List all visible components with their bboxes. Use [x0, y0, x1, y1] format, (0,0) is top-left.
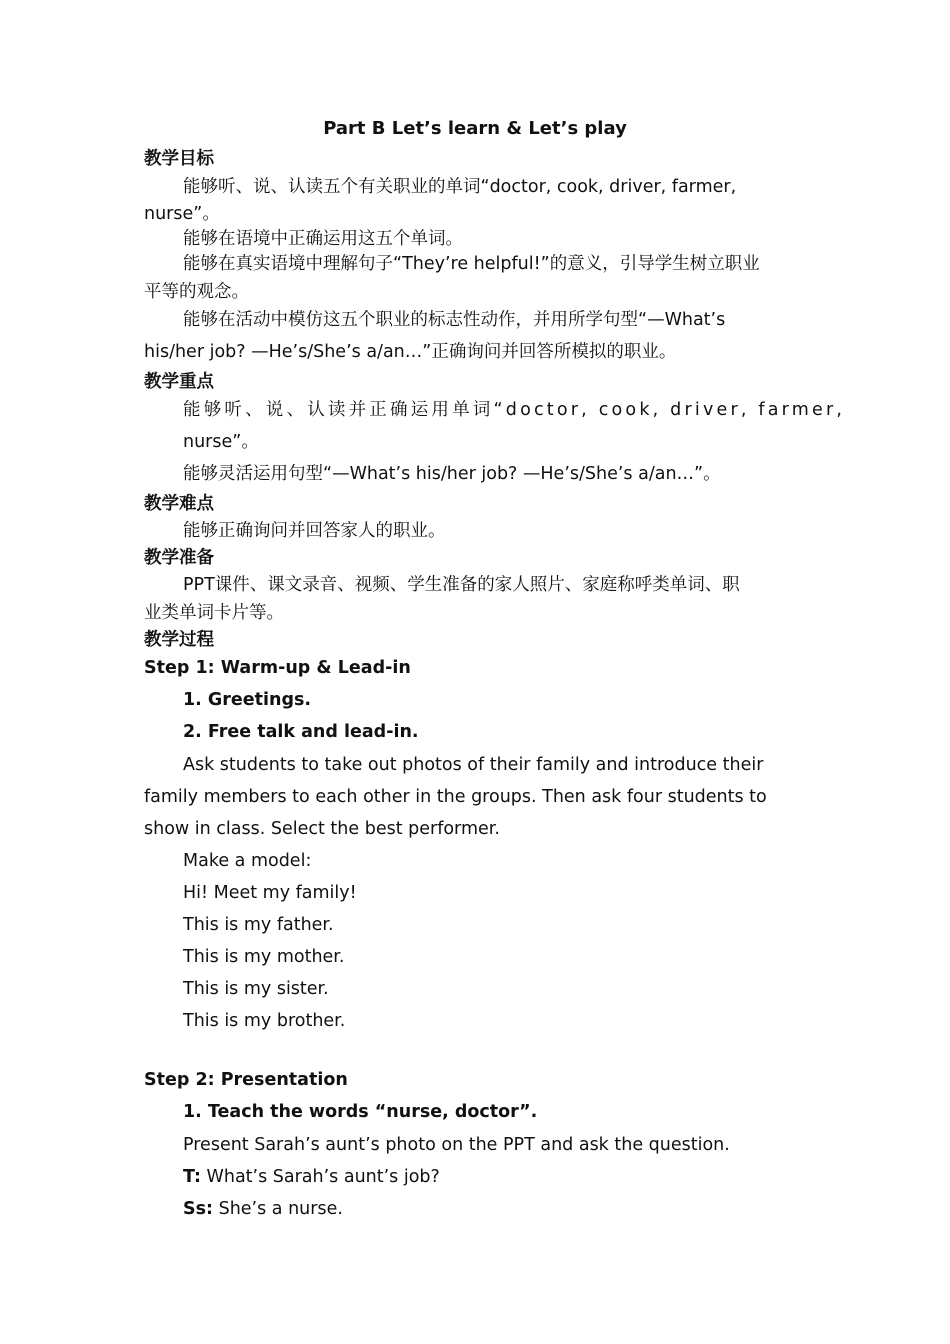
teacher-label: T: [183, 1167, 201, 1187]
step2-sub1: 1. Teach the words “nurse, doctor”. [183, 1102, 538, 1122]
objective-line-7: his/her job? —He’s/She’s a/an…”正确询问并回答所模拟的职业。 [144, 342, 677, 362]
model-line-6: This is my brother. [183, 1011, 346, 1031]
objective-line-3: 能够在语境中正确运用这五个单词。 [183, 229, 463, 249]
step2-para: Present Sarah’s aunt’s photo on the PPT and ask the question. [183, 1135, 730, 1155]
objectives-heading: 教学目标 [144, 149, 214, 169]
objective-line-4: 能够在真实语境中理解句子“They’re helpful!”的意义，引导学生树立职业 [183, 254, 760, 274]
teacher-text: What’s Sarah’s aunt’s job? [200, 1167, 440, 1187]
difficulty-line-1: 能够正确询问并回答家人的职业。 [183, 521, 446, 541]
objective-line-1: 能够听、说、认读五个有关职业的单词“doctor, cook, driver, farmer, [183, 177, 737, 197]
objective-line-2: nurse”。 [144, 204, 220, 224]
process-heading: 教学过程 [144, 630, 214, 650]
difficulties-heading: 教学难点 [144, 494, 214, 514]
step1-para-line-2: family members to each other in the groups. Then ask four students to [144, 787, 767, 807]
objective-line-5: 平等的观念。 [144, 282, 249, 302]
students-line [183, 1197, 806, 1221]
model-line-1: Make a model: [183, 851, 312, 871]
key-point-line-3: 能够灵活运用句型“—What’s his/her job? —He’s/She’s a/an…”。 [183, 464, 721, 484]
model-line-3: This is my father. [183, 915, 334, 935]
teacher-line [183, 1165, 806, 1189]
key-point-line-2: nurse”。 [183, 432, 259, 452]
model-line-2: Hi! Meet my family! [183, 883, 357, 903]
preparation-line-2: 业类单词卡片等。 [144, 603, 284, 623]
preparation-heading: 教学准备 [144, 548, 214, 568]
step1-para-line-3: show in class. Select the best performer. [144, 819, 500, 839]
objective-line-6: 能够在活动中模仿这五个职业的标志性动作，并用所学句型“—What’s [183, 310, 726, 330]
key-points-heading: 教学重点 [144, 372, 214, 392]
document-title: Part B Let’s learn & Let’s play [323, 118, 627, 139]
step2-title: Step 2: Presentation [144, 1070, 348, 1090]
model-line-4: This is my mother. [183, 947, 345, 967]
students-label: Ss: [183, 1199, 214, 1219]
preparation-line-1: PPT课件、课文录音、视频、学生准备的家人照片、家庭称呼类单词、职 [183, 575, 740, 595]
step1-para-line-1: Ask students to take out photos of their family and introduce their [183, 755, 764, 775]
model-line-5: This is my sister. [183, 979, 329, 999]
students-text: She’s a nurse. [213, 1199, 343, 1219]
step1-title: Step 1: Warm-up & Lead-in [144, 658, 411, 678]
key-point-line-1: 能够听、说、认读并正确运用单词“doctor, cook, driver, farmer, [183, 400, 846, 420]
step1-sub2: 2. Free talk and lead-in. [183, 722, 419, 742]
step1-sub1: 1. Greetings. [183, 690, 312, 710]
